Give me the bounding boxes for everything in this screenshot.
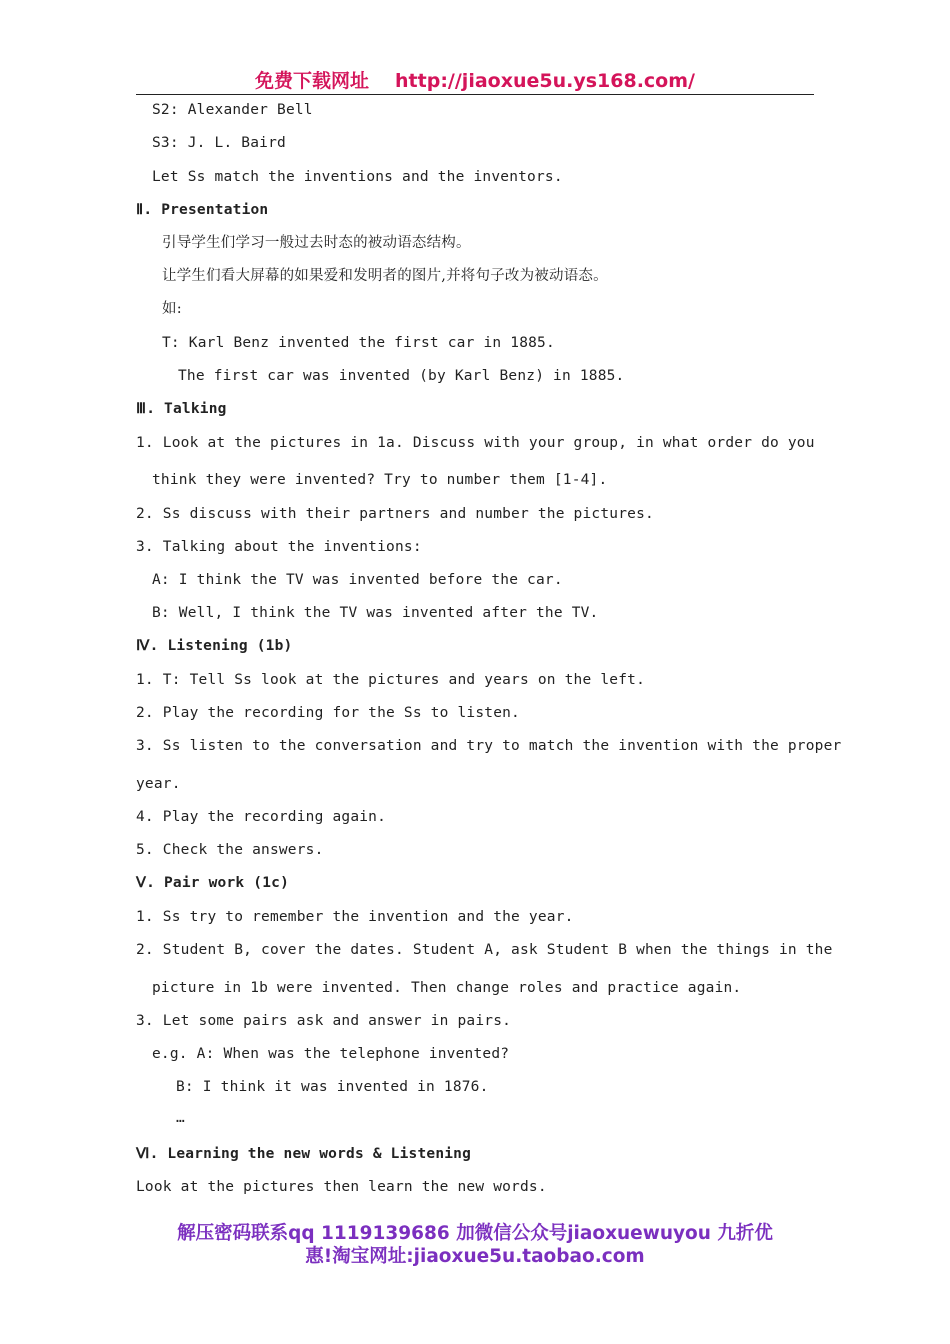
text-line: T: Karl Benz invented the first car in 1885. [162,335,555,351]
text-line: 2. Student B, cover the dates. Student A, ask Student B when the things in the [136,942,833,958]
section-heading: Ⅲ. Talking [136,401,227,417]
section-heading: Ⅱ. Presentation [136,202,269,218]
text-line: 4. Play the recording again. [136,809,387,825]
text-line: … [176,1110,185,1126]
text-line: year. [136,776,181,792]
text-line: 3. Let some pairs ask and answer in pairs. [136,1013,512,1029]
text-line: picture in 1b were invented. Then change roles and practice again. [152,980,742,996]
text-line: think they were invented? Try to number them [1-4]. [152,472,608,488]
text-line: 1. Ss try to remember the invention and the year. [136,909,574,925]
page-header [136,66,814,95]
text-line: B: Well, I think the TV was invented after the TV. [152,605,599,621]
text-line: 2. Ss discuss with their partners and number the pictures. [136,506,654,522]
text-line: 1. T: Tell Ss look at the pictures and years on the left. [136,672,645,688]
text-line: B: I think it was invented in 1876. [176,1079,489,1095]
text-line: A: I think the TV was invented before the car. [152,572,563,588]
text-line: 如: [162,301,182,317]
text-line: Look at the pictures then learn the new words. [136,1179,547,1195]
text-line: 5. Check the answers. [136,842,324,858]
header-url[interactable]: http://jiaoxue5u.ys168.com/ [395,70,695,92]
text-line: Let Ss match the inventions and the inventors. [152,169,563,185]
text-line: S3: J. L. Baird [152,135,286,151]
header-label: 免费下载网址 [255,70,370,92]
text-line: The first car was invented (by Karl Benz) in 1885. [178,368,625,384]
text-line: 3. Ss listen to the conversation and try to match the invention with the proper [136,738,842,754]
section-heading: Ⅴ. Pair work (1c) [136,875,289,891]
text-line: 引导学生们学习一般过去时态的被动语态结构。 [162,235,471,251]
section-heading: Ⅵ. Learning the new words & Listening [136,1146,472,1162]
text-line: 2. Play the recording for the Ss to listen. [136,705,520,721]
footer-line-1: 解压密码联系qq 1119139686 加微信公众号jiaoxuewuyou 九折优 [177,1223,773,1244]
section-heading: Ⅳ. Listening (1b) [136,638,293,654]
text-line: 1. Look at the pictures in 1a. Discuss with your group, in what order do you [136,435,815,451]
text-line: 3. Talking about the inventions: [136,539,422,555]
footer-line-2: 惠!淘宝网址:jiaoxue5u.taobao.com [305,1246,645,1267]
text-line: 让学生们看大屏幕的如果爱和发明者的图片,并将句子改为被动语态。 [162,268,608,284]
text-line: e.g. A: When was the telephone invented? [152,1046,510,1062]
text-line: S2: Alexander Bell [152,102,313,118]
